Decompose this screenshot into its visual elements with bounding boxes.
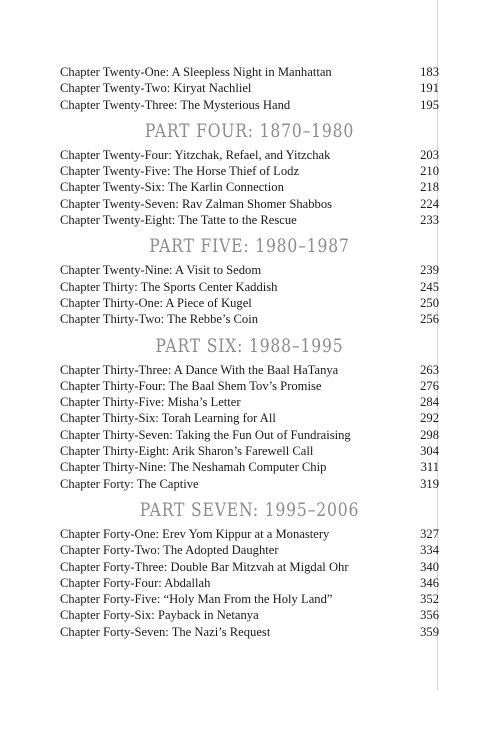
part-heading: PART FIVE: 1980–1987	[149, 235, 350, 258]
page-number: 359	[420, 624, 439, 639]
chapter-title: Chapter Thirty-Seven: Taking the Fun Out of Fundraising	[60, 427, 351, 442]
chapter-title: Chapter Thirty-Two: The Rebbe’s Coin	[60, 312, 259, 327]
page-number: 352	[420, 592, 439, 607]
page-number: 276	[420, 378, 439, 393]
chapter-title: Chapter Forty-Seven: The Nazi’s Request	[60, 624, 271, 639]
toc-entry[interactable]	[60, 64, 439, 80]
chapter-title: Chapter Forty: The Captive	[60, 476, 199, 491]
chapter-title: Chapter Thirty-Five: Misha’s Letter	[60, 395, 241, 410]
page-number: 327	[420, 526, 439, 541]
toc-section	[60, 118, 439, 228]
chapter-title: Chapter Forty-One: Erev Yom Kippur at a Monastery	[60, 526, 330, 541]
page-number: 263	[420, 362, 439, 377]
chapter-title: Chapter Thirty-Six: Torah Learning for All	[60, 411, 276, 426]
toc-entry[interactable]	[60, 591, 439, 607]
chapter-title: Chapter Twenty-Six: The Karlin Connection	[60, 180, 284, 195]
toc-entry[interactable]	[60, 476, 439, 492]
toc-entry[interactable]	[60, 378, 439, 394]
page-number: 292	[420, 411, 439, 426]
toc-entry[interactable]	[60, 542, 439, 558]
toc-entry[interactable]	[60, 526, 439, 542]
page-number: 284	[420, 395, 439, 410]
chapter-title: Chapter Twenty-Nine: A Visit to Sedom	[60, 263, 262, 278]
page-number: 334	[420, 543, 439, 558]
toc-section	[60, 233, 439, 327]
toc-entry[interactable]	[60, 147, 439, 163]
chapter-title: Chapter Twenty-One: A Sleepless Night in Manhattan	[60, 65, 332, 79]
toc-entry[interactable]	[60, 163, 439, 179]
chapter-title: Chapter Twenty-Eight: The Tatte to the Rescue	[60, 213, 297, 228]
chapter-title: Chapter Twenty-Seven: Rav Zalman Shomer Shabbos	[60, 196, 333, 211]
toc-section	[60, 333, 439, 492]
chapter-title: Chapter Thirty-Three: A Dance With the Baal HaTanya	[60, 362, 339, 377]
toc-entry[interactable]	[60, 575, 439, 591]
page-number: 245	[420, 279, 439, 294]
toc-entry[interactable]	[60, 179, 439, 195]
page-number: 356	[420, 608, 439, 623]
chapter-title: Chapter Forty-Four: Abdallah	[60, 575, 211, 590]
page-number: 195	[420, 97, 439, 112]
toc-entry[interactable]	[60, 607, 439, 623]
toc-entry[interactable]	[60, 427, 439, 443]
toc-entry[interactable]	[60, 97, 439, 113]
toc-entry[interactable]	[60, 624, 439, 640]
page-number: 203	[420, 147, 439, 162]
chapter-title: Chapter Twenty-Four: Yitzchak, Refael, and Yitzchak	[60, 147, 331, 162]
page-number: 218	[420, 180, 439, 195]
toc-entry[interactable]	[60, 196, 439, 212]
toc-entry[interactable]	[60, 80, 439, 96]
chapter-title: Chapter Twenty-Five: The Horse Thief of Lodz	[60, 164, 300, 179]
toc-entry[interactable]	[60, 212, 439, 228]
page-number: 224	[420, 196, 439, 211]
toc-entry[interactable]	[60, 443, 439, 459]
toc-entry[interactable]	[60, 311, 439, 327]
toc-entry[interactable]	[60, 559, 439, 575]
table-of-contents	[60, 64, 439, 640]
page-number: 346	[420, 575, 439, 590]
part-heading: PART FOUR: 1870–1980	[144, 119, 355, 142]
part-heading: PART SEVEN: 1995–2006	[139, 498, 360, 521]
toc-entry[interactable]	[60, 410, 439, 426]
page-number: 304	[420, 444, 439, 459]
toc-entry[interactable]	[60, 394, 439, 410]
page-number: 250	[420, 295, 439, 310]
part-heading: PART SIX: 1988–1995	[155, 334, 344, 357]
page-number: 340	[420, 559, 439, 574]
toc-entry[interactable]	[60, 279, 439, 295]
chapter-title: Chapter Thirty-Nine: The Neshamah Computer Chip	[60, 460, 327, 475]
page-number: 311	[420, 460, 439, 475]
chapter-title: Chapter Forty-Three: Double Bar Mitzvah at Migdal Ohr	[60, 559, 349, 574]
toc-entry[interactable]	[60, 262, 439, 278]
chapter-title: Chapter Forty-Five: “Holy Man From the Holy Land”	[60, 592, 333, 607]
page-number: 239	[420, 263, 439, 278]
toc-section	[60, 497, 439, 640]
toc-entry[interactable]	[60, 295, 439, 311]
chapter-title: Chapter Thirty-Four: The Baal Shem Tov’s Promise	[60, 378, 322, 393]
page-number: 183	[420, 65, 439, 79]
chapter-title: Chapter Forty-Two: The Adopted Daughter	[60, 543, 279, 558]
page-number: 210	[420, 164, 439, 179]
page-number: 298	[420, 427, 439, 442]
page-number: 233	[420, 213, 439, 228]
page-number: 319	[420, 476, 439, 491]
toc-entry[interactable]	[60, 459, 439, 475]
chapter-title: Chapter Twenty-Three: The Mysterious Hand	[60, 97, 291, 112]
chapter-title: Chapter Thirty: The Sports Center Kaddish	[60, 279, 278, 294]
chapter-title: Chapter Thirty-Eight: Arik Sharon’s Farewell Call	[60, 444, 314, 459]
toc-section	[60, 64, 439, 113]
chapter-title: Chapter Thirty-One: A Piece of Kugel	[60, 295, 252, 310]
chapter-title: Chapter Forty-Six: Payback in Netanya	[60, 608, 259, 623]
page-number: 191	[420, 81, 439, 96]
toc-entry[interactable]	[60, 362, 439, 378]
chapter-title: Chapter Twenty-Two: Kiryat Nachliel	[60, 81, 252, 96]
page-number: 256	[420, 312, 439, 327]
